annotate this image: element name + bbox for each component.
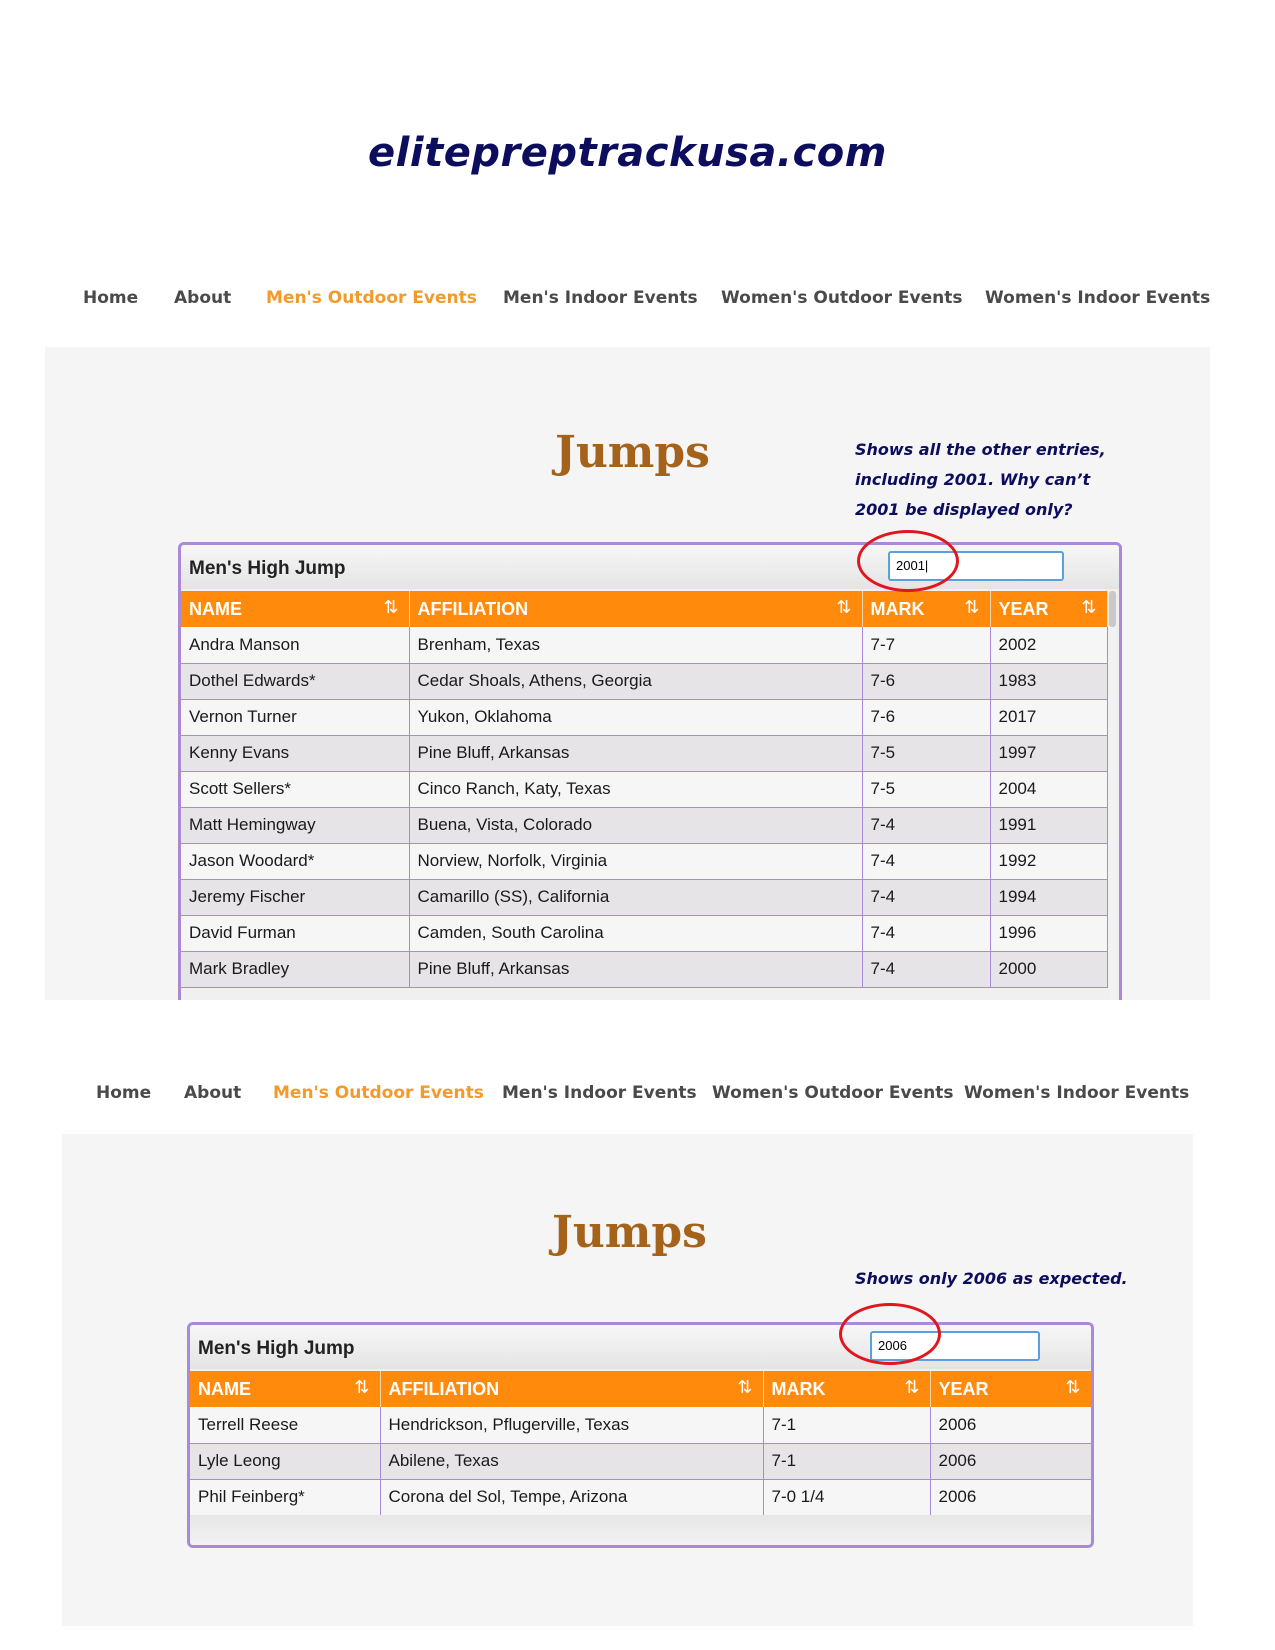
cell-year: 1983 [990, 663, 1107, 699]
nav-home[interactable]: Home [96, 1083, 152, 1103]
nav-mens-outdoor[interactable]: Men's Outdoor Events [266, 288, 477, 308]
cell-affiliation: Abilene, Texas [380, 1443, 763, 1479]
cell-name: Vernon Turner [181, 699, 409, 735]
cell-mark: 7-4 [862, 915, 990, 951]
table-body [190, 1407, 1091, 1515]
results-table [190, 1371, 1092, 1516]
cell-mark: 7-7 [862, 627, 990, 663]
cell-name: Matt Hemingway [181, 807, 409, 843]
nav-mens-outdoor[interactable]: Men's Outdoor Events [273, 1083, 484, 1103]
nav-mens-indoor[interactable]: Men's Indoor Events [502, 1083, 697, 1103]
cell-name: Scott Sellers* [181, 771, 409, 807]
nav-mens-indoor[interactable]: Men's Indoor Events [503, 288, 698, 308]
scrollbar[interactable] [1109, 591, 1116, 1000]
column-header-affiliation[interactable]: AFFILIATION ⇅ [409, 591, 862, 627]
cell-mark: 7-4 [862, 951, 990, 987]
nav-womens-indoor[interactable]: Women's Indoor Events [985, 288, 1211, 308]
cell-year: 1991 [990, 807, 1107, 843]
cell-mark: 7-5 [862, 771, 990, 807]
high-jump-widget [187, 1322, 1094, 1548]
table-row[interactable] [181, 843, 1107, 879]
cell-mark: 7-4 [862, 843, 990, 879]
column-header-mark[interactable]: MARK ⇅ [763, 1371, 930, 1407]
high-jump-widget [178, 542, 1122, 1000]
sort-icon[interactable]: ⇅ [904, 1377, 920, 1397]
cell-name: Lyle Leong [190, 1443, 380, 1479]
cell-year: 2002 [990, 627, 1107, 663]
cell-name: Andra Manson [181, 627, 409, 663]
nav-bar-1 [0, 288, 1275, 312]
table-row[interactable] [181, 915, 1107, 951]
cell-name: Mark Bradley [181, 951, 409, 987]
table-body [181, 627, 1107, 987]
column-header-affiliation[interactable]: AFFILIATION ⇅ [380, 1371, 763, 1407]
widget-header [181, 545, 1119, 589]
table-row[interactable] [181, 735, 1107, 771]
cell-affiliation: Yukon, Oklahoma [409, 699, 862, 735]
cell-affiliation: Camden, South Carolina [409, 915, 862, 951]
results-table [181, 591, 1108, 988]
table-row[interactable] [181, 879, 1107, 915]
widget-title: Men's High Jump [198, 1338, 355, 1359]
widget-title: Men's High Jump [189, 558, 346, 579]
nav-womens-indoor[interactable]: Women's Indoor Events [964, 1083, 1190, 1103]
widget-header [190, 1325, 1091, 1369]
cell-year: 1996 [990, 915, 1107, 951]
annotation-note [855, 435, 1106, 525]
table-row[interactable] [181, 627, 1107, 663]
sort-icon[interactable]: ⇅ [836, 597, 852, 617]
cell-affiliation: Pine Bluff, Arkansas [409, 735, 862, 771]
highlight-circle [839, 1303, 941, 1365]
sort-icon[interactable]: ⇅ [964, 597, 980, 617]
cell-name: Terrell Reese [190, 1407, 380, 1443]
column-header-name[interactable]: NAME ⇅ [181, 591, 409, 627]
nav-bar-2 [0, 1083, 1275, 1107]
cell-year: 1992 [990, 843, 1107, 879]
sort-icon[interactable]: ⇅ [354, 1377, 370, 1397]
table-row[interactable] [181, 699, 1107, 735]
column-header-year[interactable]: YEAR ⇅ [990, 591, 1107, 627]
nav-about[interactable]: About [184, 1083, 242, 1103]
table-row[interactable] [190, 1407, 1091, 1443]
content-panel-1 [45, 347, 1210, 1000]
cell-year: 2000 [990, 951, 1107, 987]
cell-year: 2006 [930, 1407, 1091, 1443]
cell-affiliation: Pine Bluff, Arkansas [409, 951, 862, 987]
column-header-mark[interactable]: MARK ⇅ [862, 591, 990, 627]
cell-name: Jason Woodard* [181, 843, 409, 879]
column-header-year[interactable]: YEAR ⇅ [930, 1371, 1091, 1407]
section-title: Jumps [555, 427, 710, 478]
table-row[interactable] [181, 663, 1107, 699]
note-line: Shows only 2006 as expected. [855, 1269, 1128, 1288]
column-header-name[interactable]: NAME ⇅ [190, 1371, 380, 1407]
cell-mark: 7-4 [862, 807, 990, 843]
annotation-note [855, 1264, 1128, 1294]
note-line: 2001 be displayed only? [855, 500, 1073, 519]
table-footer [190, 1515, 1091, 1545]
table-row[interactable] [190, 1443, 1091, 1479]
content-panel-2 [62, 1134, 1193, 1626]
cell-year: 1994 [990, 879, 1107, 915]
cell-affiliation: Cinco Ranch, Katy, Texas [409, 771, 862, 807]
cell-affiliation: Norview, Norfolk, Virginia [409, 843, 862, 879]
header-row [190, 1371, 1091, 1407]
cell-name: Dothel Edwards* [181, 663, 409, 699]
search-value: 2001 [896, 558, 925, 573]
note-line: Shows all the other entries, [855, 440, 1106, 459]
table-row[interactable] [181, 807, 1107, 843]
table-row[interactable] [181, 951, 1107, 987]
cell-mark: 7-6 [862, 663, 990, 699]
cell-year: 2006 [930, 1443, 1091, 1479]
cell-name: David Furman [181, 915, 409, 951]
cell-mark: 7-6 [862, 699, 990, 735]
sort-icon[interactable]: ⇅ [1081, 597, 1097, 617]
cell-mark: 7-5 [862, 735, 990, 771]
note-line: including 2001. Why can’t [855, 470, 1091, 489]
scrollbar-thumb[interactable] [1109, 591, 1116, 627]
cell-affiliation: Cedar Shoals, Athens, Georgia [409, 663, 862, 699]
cell-name: Phil Feinberg* [190, 1479, 380, 1515]
cell-year: 1997 [990, 735, 1107, 771]
cell-year: 2004 [990, 771, 1107, 807]
sort-icon[interactable]: ⇅ [383, 597, 399, 617]
text-cursor: | [924, 558, 929, 573]
cell-year: 2017 [990, 699, 1107, 735]
cell-name: Jeremy Fischer [181, 879, 409, 915]
sort-icon[interactable]: ⇅ [1065, 1377, 1081, 1397]
cell-mark: 7-4 [862, 879, 990, 915]
section-title: Jumps [552, 1207, 707, 1258]
search-value: 2006 [878, 1338, 907, 1353]
cell-affiliation: Brenham, Texas [409, 627, 862, 663]
cell-affiliation: Hendrickson, Pflugerville, Texas [380, 1407, 763, 1443]
nav-womens-outdoor[interactable]: Women's Outdoor Events [712, 1083, 954, 1103]
cell-year: 2006 [930, 1479, 1091, 1515]
header-row [181, 591, 1107, 627]
cell-mark: 7-0 1/4 [763, 1479, 930, 1515]
nav-home[interactable]: Home [83, 288, 139, 308]
table-row[interactable] [181, 771, 1107, 807]
sort-icon[interactable]: ⇅ [737, 1377, 753, 1397]
table-row[interactable] [190, 1479, 1091, 1515]
highlight-circle [857, 530, 959, 592]
nav-womens-outdoor[interactable]: Women's Outdoor Events [721, 288, 963, 308]
cell-affiliation: Corona del Sol, Tempe, Arizona [380, 1479, 763, 1515]
cell-affiliation: Buena, Vista, Colorado [409, 807, 862, 843]
cell-name: Kenny Evans [181, 735, 409, 771]
cell-mark: 7-1 [763, 1407, 930, 1443]
site-title: elitepreptrackusa.com [368, 130, 887, 176]
cell-affiliation: Camarillo (SS), California [409, 879, 862, 915]
cell-mark: 7-1 [763, 1443, 930, 1479]
nav-about[interactable]: About [174, 288, 232, 308]
